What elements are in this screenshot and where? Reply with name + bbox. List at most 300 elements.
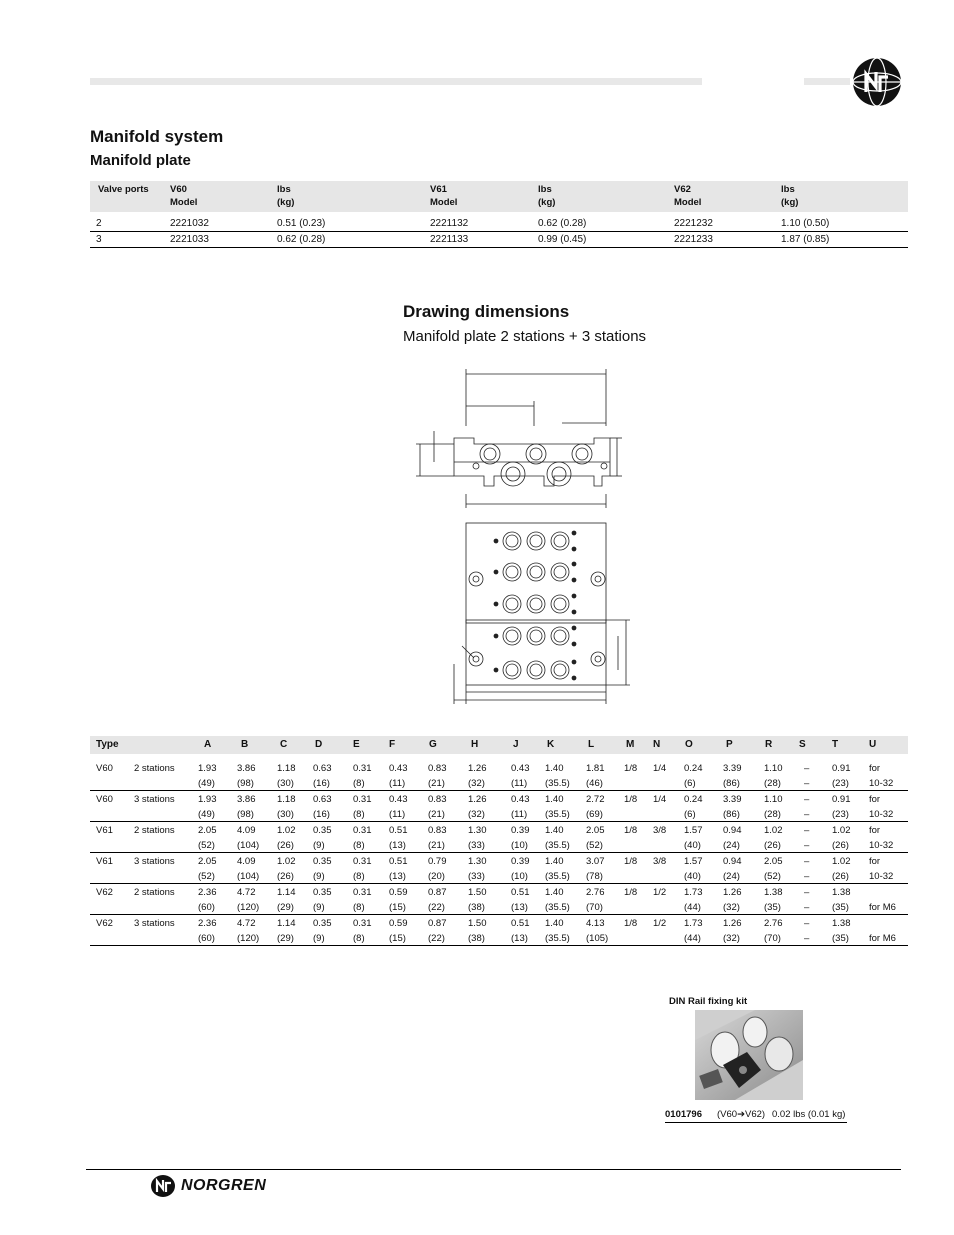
table-cell: 2221133 <box>430 234 469 245</box>
value-mm: (98) <box>237 778 254 789</box>
value-inch: 1.14 <box>277 887 296 898</box>
value-inch: 0.91 <box>832 763 851 774</box>
din-kit-range: (V60➔V62) <box>717 1109 766 1120</box>
value-mm: (9) <box>313 902 325 913</box>
value-inch: 1.30 <box>468 856 487 867</box>
value-mm: (11) <box>389 809 406 820</box>
value-inch: 2.05 <box>586 825 605 836</box>
value-mm: – <box>804 809 810 820</box>
column-header: J <box>513 739 519 750</box>
value-inch: 0.43 <box>389 763 408 774</box>
value-mm: (35.5) <box>545 933 570 944</box>
header-line-1: V61 <box>430 184 447 195</box>
value-mm: 10-32 <box>869 809 894 820</box>
value-inch: 1.40 <box>545 794 564 805</box>
value-inch: 4.09 <box>237 825 256 836</box>
value-mm: (24) <box>723 840 740 851</box>
value-mm: (98) <box>237 809 254 820</box>
column-header <box>170 183 197 209</box>
value-mm: (30) <box>277 809 294 820</box>
value-inch: 1.26 <box>468 794 487 805</box>
value-mm: – <box>804 902 810 913</box>
row-stations: 3 stations <box>134 918 175 929</box>
value-mm: (35.5) <box>545 778 570 789</box>
value-mm: 10-32 <box>869 778 894 789</box>
value-inch: 2.72 <box>586 794 605 805</box>
value-inch: for <box>869 794 881 805</box>
value-mm: (104) <box>237 871 260 882</box>
table-row <box>90 760 908 791</box>
value-mm: for M6 <box>869 933 896 944</box>
value-inch: 1.26 <box>723 887 742 898</box>
value-mm: (9) <box>313 871 325 882</box>
value-mm: (32) <box>723 933 740 944</box>
value-inch: 1.50 <box>468 887 487 898</box>
value-mm: (8) <box>353 871 365 882</box>
value-mm: (16) <box>313 778 330 789</box>
value-inch: 0.87 <box>428 918 447 929</box>
value-inch: 1.02 <box>277 825 296 836</box>
header-line-1: V62 <box>674 184 691 195</box>
table-cell: 1.87 (0.85) <box>781 234 830 245</box>
din-kit-part-number: 0101796 <box>665 1109 702 1120</box>
table-cell: 2221032 <box>170 218 209 229</box>
table-cell: 0.51 (0.23) <box>277 218 326 229</box>
value-mm: (35.5) <box>545 902 570 913</box>
value-inch: 1.40 <box>545 887 564 898</box>
value-mm: (11) <box>389 778 406 789</box>
value-inch: 1.57 <box>684 856 703 867</box>
value-inch: 0.94 <box>723 825 742 836</box>
header-line-1: Valve ports <box>98 184 149 195</box>
value-mm: (13) <box>389 840 406 851</box>
value-mm: (38) <box>468 933 485 944</box>
row-type: V60 <box>96 763 113 774</box>
footer-rule <box>86 1169 901 1170</box>
value-mm: 10-32 <box>869 871 894 882</box>
column-header: G <box>429 739 437 750</box>
row-type: V62 <box>96 918 113 929</box>
header-line-1: lbs <box>781 184 795 195</box>
table-cell: 0.62 (0.28) <box>538 218 587 229</box>
value-mm: (32) <box>468 778 485 789</box>
value-mm: (26) <box>277 840 294 851</box>
column-header <box>277 183 294 209</box>
value-inch: 1.26 <box>468 763 487 774</box>
value-mm: (35.5) <box>545 840 570 851</box>
value-inch: 1.10 <box>764 794 783 805</box>
value-inch: 1/8 <box>624 794 638 805</box>
value-mm: (24) <box>723 871 740 882</box>
table-row <box>90 232 908 248</box>
value-inch: 0.35 <box>313 856 332 867</box>
row-type: V60 <box>96 794 113 805</box>
value-inch: 1.40 <box>545 918 564 929</box>
value-mm: (35) <box>832 933 849 944</box>
value-inch: 1.93 <box>198 763 217 774</box>
value-inch: 1.38 <box>832 887 851 898</box>
value-inch: 2.76 <box>586 887 605 898</box>
value-inch: – <box>804 887 810 898</box>
value-mm: (8) <box>353 840 365 851</box>
column-header: F <box>389 739 396 750</box>
value-inch: 0.43 <box>511 763 530 774</box>
value-inch: 1.02 <box>832 825 851 836</box>
value-mm: (120) <box>237 902 260 913</box>
value-inch: 0.35 <box>313 825 332 836</box>
column-header: T <box>832 739 839 750</box>
section-subtitle: Manifold plate <box>90 152 191 169</box>
value-inch: 0.31 <box>353 794 372 805</box>
row-type: V61 <box>96 825 113 836</box>
table-cell: 2221232 <box>674 218 713 229</box>
row-stations: 2 stations <box>134 825 175 836</box>
table-cell: 1.10 (0.50) <box>781 218 830 229</box>
value-mm: (9) <box>313 840 325 851</box>
din-kit-caption <box>665 1109 847 1123</box>
column-header: U <box>869 739 877 750</box>
value-inch: 1.40 <box>545 825 564 836</box>
din-rail-kit-photo <box>695 1010 803 1100</box>
table-cell: 2221033 <box>170 234 209 245</box>
value-inch: 0.83 <box>428 794 447 805</box>
header-line-2: Model <box>430 197 458 208</box>
value-inch: 0.31 <box>353 763 372 774</box>
table-row <box>90 884 908 915</box>
value-inch: 4.13 <box>586 918 605 929</box>
value-mm: (26) <box>832 871 849 882</box>
value-inch: 1/4 <box>653 763 667 774</box>
header-line-1: lbs <box>538 184 552 195</box>
value-inch: 4.72 <box>237 887 256 898</box>
value-mm: (52) <box>586 840 603 851</box>
value-inch: 0.83 <box>428 763 447 774</box>
column-header: S <box>799 739 806 750</box>
column-header: K <box>547 739 555 750</box>
table-cell: 0.62 (0.28) <box>277 234 326 245</box>
dimension-table <box>90 736 908 946</box>
value-mm: (28) <box>764 809 781 820</box>
value-inch: 0.79 <box>428 856 447 867</box>
column-header <box>674 183 701 209</box>
value-mm: (30) <box>277 778 294 789</box>
value-mm: (35) <box>832 902 849 913</box>
value-inch: 1.38 <box>832 918 851 929</box>
value-inch: – <box>804 763 810 774</box>
value-mm: (78) <box>586 871 603 882</box>
value-mm: (26) <box>277 871 294 882</box>
value-inch: 0.63 <box>313 794 332 805</box>
column-header: A <box>204 739 212 750</box>
column-header: L <box>588 739 595 750</box>
value-inch: 1/2 <box>653 918 667 929</box>
value-mm: (22) <box>428 902 445 913</box>
value-mm: (70) <box>764 933 781 944</box>
value-mm: (26) <box>832 840 849 851</box>
header-line-1: V60 <box>170 184 187 195</box>
row-type: V62 <box>96 887 113 898</box>
value-inch: 2.05 <box>198 825 217 836</box>
value-inch: 2.05 <box>198 856 217 867</box>
column-header: M <box>626 739 635 750</box>
value-mm: (8) <box>353 902 365 913</box>
value-inch: 2.36 <box>198 918 217 929</box>
value-inch: 1/2 <box>653 887 667 898</box>
value-inch: 1.14 <box>277 918 296 929</box>
row-stations: 3 stations <box>134 794 175 805</box>
value-inch: 1.38 <box>764 887 783 898</box>
value-mm: (13) <box>511 933 528 944</box>
table-cell: 0.99 (0.45) <box>538 234 587 245</box>
value-mm: (8) <box>353 809 365 820</box>
header-line-1: lbs <box>277 184 291 195</box>
manifold-plate-drawing <box>414 366 644 706</box>
brand-name: NORGREN <box>181 1177 267 1194</box>
value-mm: (70) <box>586 902 603 913</box>
value-inch: 4.09 <box>237 856 256 867</box>
value-inch: for <box>869 825 881 836</box>
value-inch: 1.10 <box>764 763 783 774</box>
value-mm: (40) <box>684 840 701 851</box>
value-inch: 1.26 <box>723 918 742 929</box>
value-inch: 0.83 <box>428 825 447 836</box>
value-mm: (38) <box>468 902 485 913</box>
drawing-subtitle: Manifold plate 2 stations + 3 stations <box>403 328 647 345</box>
value-inch: 1/8 <box>624 825 638 836</box>
value-inch: 0.51 <box>511 918 530 929</box>
value-mm: (35.5) <box>545 871 570 882</box>
value-mm: (52) <box>764 871 781 882</box>
value-inch: 0.31 <box>353 887 372 898</box>
value-mm: (35) <box>764 902 781 913</box>
value-mm: (21) <box>428 778 445 789</box>
value-inch: 2.05 <box>764 856 783 867</box>
value-inch: 0.87 <box>428 887 447 898</box>
value-inch: 1.73 <box>684 918 703 929</box>
value-mm: (44) <box>684 933 701 944</box>
value-mm: (11) <box>511 809 528 820</box>
header-line-2: (kg) <box>781 197 799 208</box>
column-header: Type <box>96 739 119 750</box>
value-mm: (52) <box>198 871 215 882</box>
value-mm: (6) <box>684 809 696 820</box>
table-cell: 3 <box>96 234 102 245</box>
value-mm: (32) <box>468 809 485 820</box>
value-inch: 4.72 <box>237 918 256 929</box>
value-inch: 1.02 <box>764 825 783 836</box>
value-mm: (33) <box>468 840 485 851</box>
manifold-plate-table <box>90 181 908 248</box>
value-mm: (60) <box>198 902 215 913</box>
value-inch: 1.81 <box>586 763 605 774</box>
value-inch: 1.18 <box>277 794 296 805</box>
value-inch: 0.39 <box>511 856 530 867</box>
value-inch: for <box>869 856 881 867</box>
value-inch: 3/8 <box>653 825 667 836</box>
value-inch: 0.43 <box>389 794 408 805</box>
value-inch: 3.39 <box>723 794 742 805</box>
value-inch: 0.51 <box>389 856 408 867</box>
column-header: N <box>653 739 661 750</box>
value-mm: (44) <box>684 902 701 913</box>
value-inch: 1.02 <box>832 856 851 867</box>
value-inch: for <box>869 763 881 774</box>
value-mm: (21) <box>428 840 445 851</box>
column-header: E <box>353 739 360 750</box>
value-inch: 0.94 <box>723 856 742 867</box>
value-mm: (35.5) <box>545 809 570 820</box>
value-inch: 3.86 <box>237 794 256 805</box>
drawing-title: Drawing dimensions <box>403 302 570 321</box>
value-mm: (29) <box>277 902 294 913</box>
value-mm: (33) <box>468 871 485 882</box>
value-mm: (60) <box>198 933 215 944</box>
table-row <box>90 822 908 853</box>
header-line-2: (kg) <box>538 197 556 208</box>
table-header <box>90 736 908 754</box>
value-mm: 10-32 <box>869 840 894 851</box>
value-mm: (52) <box>198 840 215 851</box>
value-mm: (21) <box>428 809 445 820</box>
value-inch: 0.43 <box>511 794 530 805</box>
value-mm: – <box>804 778 810 789</box>
value-inch: 1.57 <box>684 825 703 836</box>
value-inch: 0.63 <box>313 763 332 774</box>
value-mm: (8) <box>353 778 365 789</box>
norgren-globe-logo-icon <box>852 57 902 107</box>
value-mm: (8) <box>353 933 365 944</box>
column-header <box>781 183 798 209</box>
column-header <box>538 183 555 209</box>
value-mm: (16) <box>313 809 330 820</box>
value-mm: (22) <box>428 933 445 944</box>
value-mm: (15) <box>389 902 406 913</box>
value-inch: 2.76 <box>764 918 783 929</box>
row-type: V61 <box>96 856 113 867</box>
header-line-2: Model <box>674 197 702 208</box>
value-inch: 3/8 <box>653 856 667 867</box>
value-mm: (9) <box>313 933 325 944</box>
column-header: O <box>685 739 693 750</box>
value-mm: (28) <box>764 778 781 789</box>
value-inch: 1.18 <box>277 763 296 774</box>
value-inch: 1.02 <box>277 856 296 867</box>
table-row <box>90 853 908 884</box>
value-mm: (32) <box>723 902 740 913</box>
column-header <box>98 183 149 196</box>
value-inch: 3.86 <box>237 763 256 774</box>
value-mm: (69) <box>586 809 603 820</box>
table-cell: 2221132 <box>430 218 469 229</box>
value-inch: 0.31 <box>353 825 372 836</box>
value-mm: (11) <box>511 778 528 789</box>
column-header: P <box>726 739 733 750</box>
value-mm: (49) <box>198 778 215 789</box>
value-inch: 0.24 <box>684 763 703 774</box>
row-stations: 2 stations <box>134 887 175 898</box>
value-mm: (86) <box>723 778 740 789</box>
table-row <box>90 915 908 946</box>
value-mm: (13) <box>511 902 528 913</box>
column-header <box>430 183 457 209</box>
value-inch: 3.39 <box>723 763 742 774</box>
value-mm: (46) <box>586 778 603 789</box>
value-inch: 0.51 <box>389 825 408 836</box>
value-mm: for M6 <box>869 902 896 913</box>
value-inch: – <box>804 856 810 867</box>
value-mm: (20) <box>428 871 445 882</box>
value-inch: 1.40 <box>545 763 564 774</box>
din-kit-title: DIN Rail fixing kit <box>669 996 748 1007</box>
value-mm: (6) <box>684 778 696 789</box>
value-mm: (13) <box>389 871 406 882</box>
value-inch: – <box>804 794 810 805</box>
value-mm: (29) <box>277 933 294 944</box>
value-mm: (49) <box>198 809 215 820</box>
value-inch: 1.30 <box>468 825 487 836</box>
table-cell: 2 <box>96 218 102 229</box>
value-inch: 0.31 <box>353 856 372 867</box>
value-mm: (23) <box>832 778 849 789</box>
value-inch: 0.59 <box>389 918 408 929</box>
row-stations: 2 stations <box>134 763 175 774</box>
value-mm: – <box>804 871 810 882</box>
value-mm: (26) <box>764 840 781 851</box>
din-kit-weight: 0.02 lbs (0.01 kg) <box>772 1109 846 1120</box>
row-stations: 3 stations <box>134 856 175 867</box>
value-mm: (10) <box>511 871 528 882</box>
value-inch: – <box>804 825 810 836</box>
column-header: H <box>471 739 479 750</box>
value-mm: (23) <box>832 809 849 820</box>
value-inch: 1.40 <box>545 856 564 867</box>
value-mm: (10) <box>511 840 528 851</box>
value-mm: – <box>804 933 810 944</box>
value-inch: 0.35 <box>313 918 332 929</box>
value-mm: (104) <box>237 840 260 851</box>
value-inch: 1/4 <box>653 794 667 805</box>
value-inch: 0.24 <box>684 794 703 805</box>
value-inch: 0.31 <box>353 918 372 929</box>
column-header: R <box>765 739 773 750</box>
value-inch: 0.59 <box>389 887 408 898</box>
value-inch: 1/8 <box>624 856 638 867</box>
value-inch: – <box>804 918 810 929</box>
value-mm: – <box>804 840 810 851</box>
value-inch: 1/8 <box>624 918 638 929</box>
value-inch: 3.07 <box>586 856 605 867</box>
column-header: B <box>241 739 249 750</box>
table-cell: 2221233 <box>674 234 713 245</box>
table-header <box>90 181 908 212</box>
value-inch: 2.36 <box>198 887 217 898</box>
value-inch: 0.35 <box>313 887 332 898</box>
header-line-2: (kg) <box>277 197 295 208</box>
column-header: D <box>315 739 323 750</box>
value-inch: 1.73 <box>684 887 703 898</box>
header-rule-right <box>804 78 850 85</box>
section-title: Manifold system <box>90 127 224 146</box>
value-mm: (86) <box>723 809 740 820</box>
value-inch: 1/8 <box>624 763 638 774</box>
norgren-mark-icon <box>150 1174 176 1198</box>
value-mm: (120) <box>237 933 260 944</box>
value-mm: (40) <box>684 871 701 882</box>
value-mm: (105) <box>586 933 609 944</box>
value-inch: 1.50 <box>468 918 487 929</box>
value-mm: (15) <box>389 933 406 944</box>
column-header: C <box>280 739 288 750</box>
